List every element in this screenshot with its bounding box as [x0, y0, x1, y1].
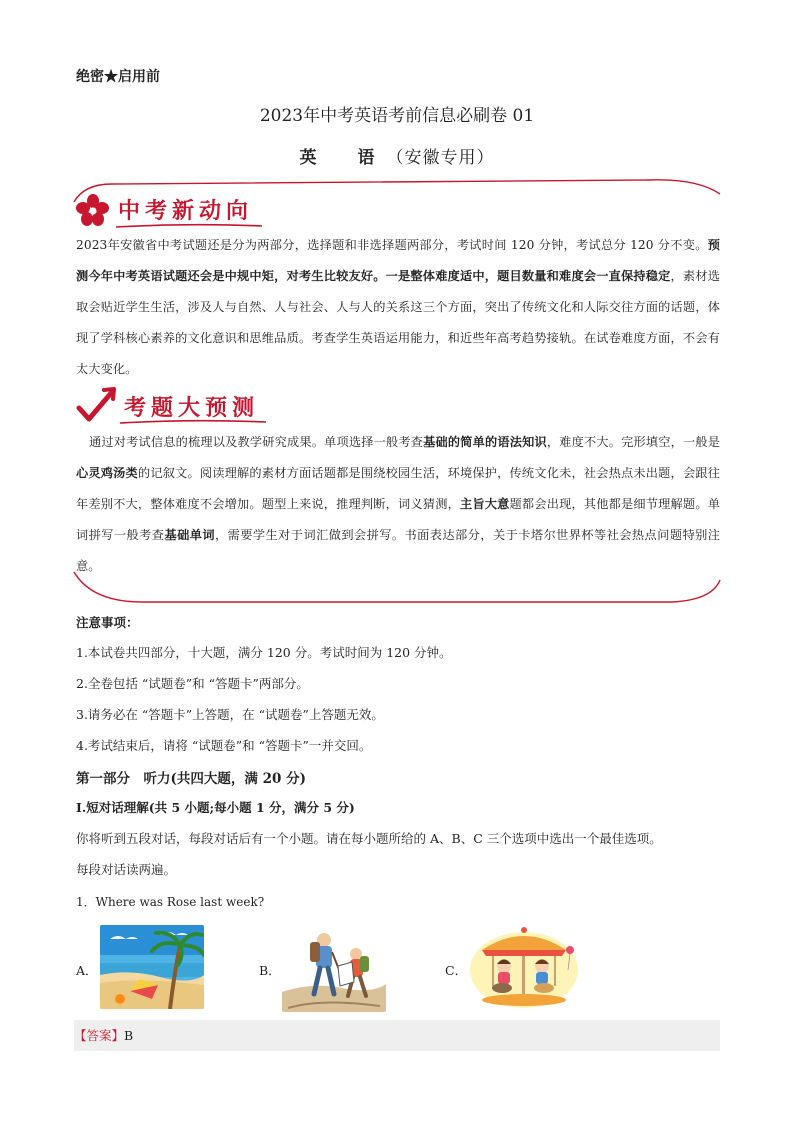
- instruction-line-2: 每段对话读两遍。: [76, 862, 177, 877]
- answer-bar: [74, 1020, 720, 1051]
- answer-bracket: 【答案】: [74, 1028, 125, 1043]
- prediction-paragraph: [76, 427, 720, 582]
- trend_section-part-1: 预测今年中考英语试题还会是中规中矩，对考生比较友好。一是整体难度适中，题目数量和难度会一直保持稳定: [76, 238, 720, 283]
- subject-note: （安徽专用）: [386, 148, 495, 168]
- prediction_section-part-1: 基础的简单的语法知识: [423, 435, 547, 449]
- part1-title: 第一部分 听力(共四大题，满 20 分): [76, 771, 306, 787]
- trend_section-part-0: 2023年安徽省中考试题还是分为两部分，选择题和非选择题两部分，考试时间 120 分钟，考试总分 120 分不变。: [76, 238, 708, 252]
- trend-paragraph: [76, 230, 720, 385]
- prediction_section-part-5: 主旨大意: [459, 497, 510, 511]
- subject-name: 英 语: [299, 148, 387, 168]
- answer-value: B: [124, 1028, 134, 1043]
- prediction_section-part-0: 通过对考试信息的梳理以及教学研究成果。单项选择一般考查: [89, 435, 424, 449]
- section1-title: Ⅰ.短对话理解(共 5 小题;每小题 1 分，满分 5 分): [76, 800, 355, 815]
- prediction_section-part-3: 心灵鸡汤类: [76, 466, 138, 480]
- option-a-label: A．: [76, 963, 98, 978]
- paper-subject: [0, 143, 794, 168]
- note-item-2: 2.全卷包括 “试题卷”和 “答题卡”两部分。: [76, 676, 309, 691]
- hiking-picture[interactable]: [282, 922, 386, 1012]
- note-item-1: 1.本试卷共四部分，十大题，满分 120 分。考试时间为 120 分钟。: [76, 645, 452, 660]
- trend_section-part-2: ，素材选取会贴近学生生活，涉及人与自然、人与社会、人与人的关系这三个方面，突出了传统文化和人际交往方面的话题，体现了学科核心素养的文化意识和思维品质。考查学生英语运用能力，和近些年高考趋势接轨。在试卷难度方面，不会有太大变化。: [76, 269, 720, 376]
- prediction-underline: [118, 418, 268, 426]
- instruction-line-1: 你将听到五段对话，每段对话后有一个小题。请在每小题所给的 A、B、C 三个选项中选出一个最佳选项。: [76, 831, 662, 846]
- trend-underline: [114, 222, 264, 230]
- check-arrow-icon: [76, 386, 116, 424]
- note-item-4: 4.考试结束后，请将 “试题卷”和 “答题卡”一并交回。: [76, 738, 372, 753]
- prediction_section-part-7: 基础单词: [164, 528, 215, 542]
- prediction_section-part-8: ，需要学生对于词汇做到会拼写。书面表达部分，关于卡塔尔世界杯等社会热点问题特别注意。: [76, 528, 721, 573]
- question-1: 1．Where was Rose last week?: [76, 895, 265, 909]
- option-b-label: B．: [259, 963, 281, 978]
- trend-heading: 中考新动向: [118, 199, 254, 224]
- prediction_section-part-2: ，难度不大。完形填空，一般是: [546, 435, 721, 449]
- carousel-picture[interactable]: [468, 920, 580, 1010]
- secret-label: 绝密★启用前: [76, 69, 160, 85]
- note-item-3: 3.请务必在 “答题卡”上答题，在 “试题卷”上答题无效。: [76, 707, 384, 722]
- option-c-label: C．: [445, 963, 468, 978]
- prediction-heading: 考题大预测: [124, 396, 260, 421]
- prediction_section-part-4: 的记叙文。阅读理解的素材方面话题都是围绕校园生活，环境保护，传统文化未，社会热点未出题，会跟往年差别不大，整体难度不会增加。题型上来说，推理判断，词义猜测，: [76, 466, 721, 511]
- beach-picture[interactable]: [100, 925, 204, 1009]
- prediction_section-part-6: 题都会出现，其他都是细节理解题。单词拼写一般考查: [76, 497, 720, 542]
- flower-icon: [76, 193, 110, 227]
- notes-title: 注意事项：: [76, 615, 139, 630]
- paper-title: 2023年中考英语考前信息必刷卷 01: [259, 106, 535, 126]
